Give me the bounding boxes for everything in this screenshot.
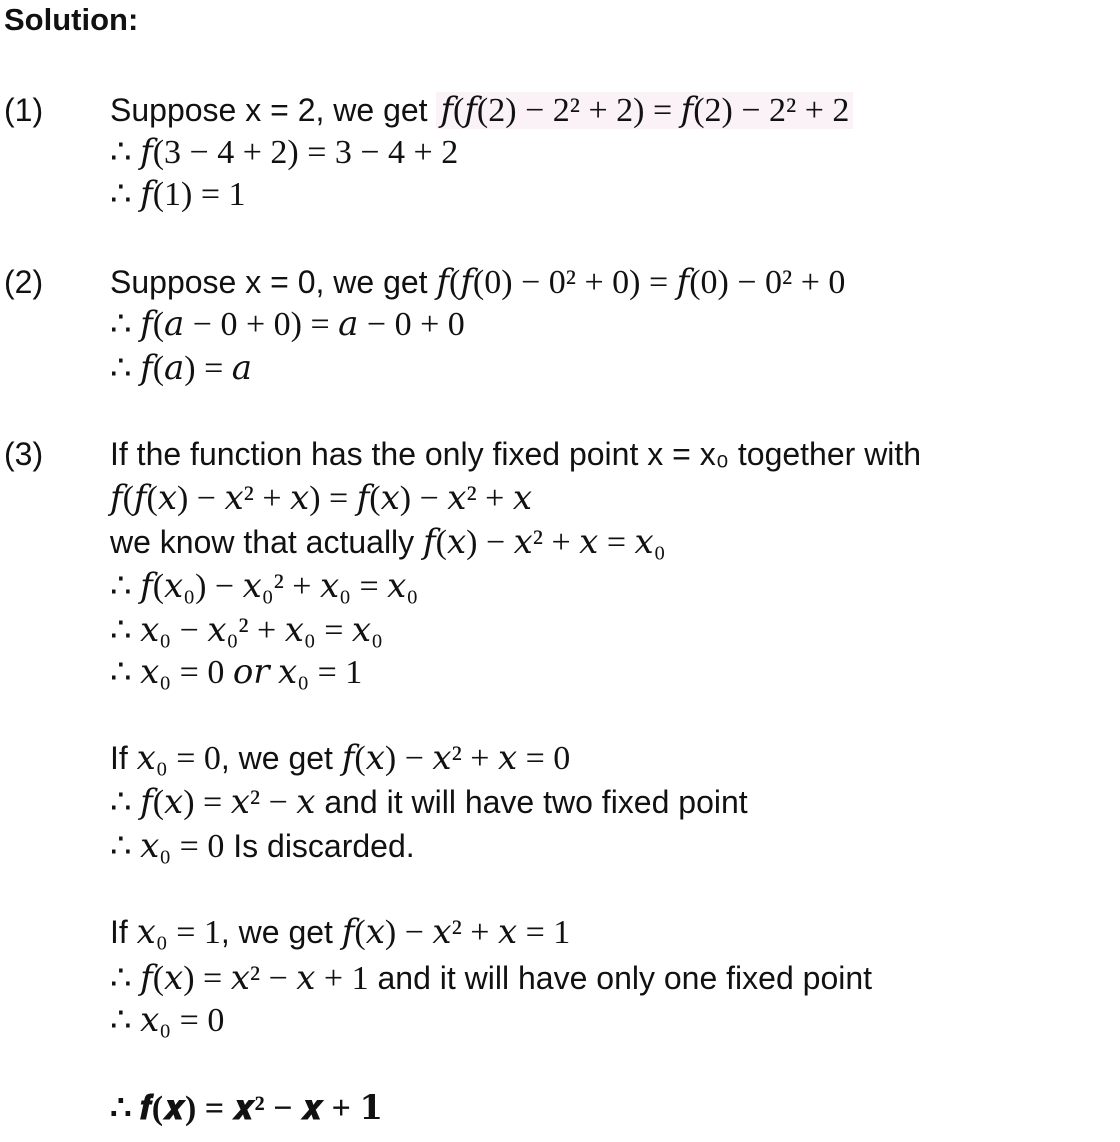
part-3-line-10-text2: , we get — [220, 914, 342, 950]
part-3-line-10-math: 𝑥₀ = 1 — [136, 914, 221, 951]
part-3-line-5 — [110, 610, 383, 651]
part-3-line-10-math2: 𝑓(𝑥) − 𝑥² + 𝑥 = 1 — [341, 914, 571, 951]
part-1-line-1-text: Suppose x = 2, we get — [110, 92, 437, 128]
part-3-line-1 — [110, 434, 921, 474]
part-3-line-11 — [110, 958, 872, 999]
part-1-line-1 — [110, 90, 853, 131]
part-3-line-7-math2: 𝑓(𝑥) − 𝑥² + 𝑥 = 0 — [341, 740, 571, 777]
part-3-line-4 — [110, 566, 418, 607]
part-3-line-2 — [110, 478, 532, 519]
solution-heading: Solution: — [4, 2, 139, 37]
part-1-label: (1) — [4, 92, 44, 128]
part-2-label: (2) — [4, 264, 44, 300]
part-3-line-12-math: ∴ 𝑥₀ = 0 — [110, 1002, 225, 1039]
part-3-line-11-math: ∴ 𝑓(𝑥) = 𝑥² − 𝑥 + 1 — [110, 960, 369, 997]
part-3-line-7-math: 𝑥₀ = 0 — [136, 740, 221, 777]
part-3-line-11-text2: and it will have only one fixed point — [368, 960, 873, 996]
final-answer — [110, 1088, 383, 1129]
part-3-line-12 — [110, 1000, 224, 1041]
part-3-line-10 — [110, 912, 570, 953]
part-3-line-7-text2: , we get — [220, 740, 342, 776]
part-3-line-7 — [110, 738, 570, 779]
part-3-label: (3) — [4, 436, 44, 472]
part-1-line-2-math: ∴ 𝑓(3 − 4 + 2) = 3 − 4 + 2 — [110, 134, 459, 171]
part-1-line-3 — [110, 174, 246, 215]
part-3-line-9-math: ∴ 𝑥₀ = 0 — [110, 828, 225, 865]
part-1-line-3-math: ∴ 𝑓(1) = 1 — [110, 176, 246, 213]
part-3-line-8-math: ∴ 𝑓(𝑥) = 𝑥² − 𝑥 — [110, 784, 316, 821]
part-3-line-6 — [110, 652, 362, 693]
part-3-line-9 — [110, 826, 415, 867]
part-2-line-2-math: ∴ 𝑓(𝑎 − 0 + 0) = 𝑎 − 0 + 0 — [110, 306, 465, 343]
part-2-line-3 — [110, 348, 252, 389]
part-3-line-5-math: ∴ 𝑥₀ − 𝑥₀² + 𝑥₀ = 𝑥₀ — [110, 612, 383, 649]
part-2-line-1 — [110, 262, 845, 303]
part-3-line-7-text: If — [110, 740, 137, 776]
final-answer-math: ∴ 𝒇(𝒙) = 𝒙² − 𝒙 + 𝟏 — [110, 1090, 383, 1127]
part-3-line-8 — [110, 782, 748, 823]
part-3-line-3-math: 𝑓(𝑥) − 𝑥² + 𝑥 = 𝑥₀ — [423, 524, 666, 561]
part-3-line-8-text2: and it will have two fixed point — [315, 784, 748, 820]
part-2-line-3-math: ∴ 𝑓(𝑎) = 𝑎 — [110, 350, 253, 387]
part-1-line-2 — [110, 132, 458, 173]
part-2-line-1-text: Suppose x = 0, we get — [110, 264, 437, 300]
part-2-line-1-math: 𝑓(𝑓(0) − 0² + 0) = 𝑓(0) − 0² + 0 — [436, 264, 846, 301]
part-3-line-3-text: we know that actually — [110, 524, 424, 560]
part-3-line-6-math: ∴ 𝑥₀ = 0 𝑜𝑟 𝑥₀ = 1 — [110, 654, 363, 691]
part-1-line-1-math: 𝑓(𝑓(2) − 2² + 2) = 𝑓(2) − 2² + 2 — [436, 92, 853, 129]
part-3-line-4-math: ∴ 𝑓(𝑥₀) − 𝑥₀² + 𝑥₀ = 𝑥₀ — [110, 568, 419, 605]
part-3-line-10-text: If — [110, 914, 137, 950]
part-3-line-9-text2: Is discarded. — [224, 828, 415, 864]
part-3-line-1-text: If the function has the only fixed point x = x₀ together with — [110, 436, 922, 472]
part-2-line-2 — [110, 304, 465, 345]
part-3-line-3 — [110, 522, 666, 563]
part-3-line-2-math: 𝑓(𝑓(𝑥) − 𝑥² + 𝑥) = 𝑓(𝑥) − 𝑥² + 𝑥 — [110, 480, 532, 517]
